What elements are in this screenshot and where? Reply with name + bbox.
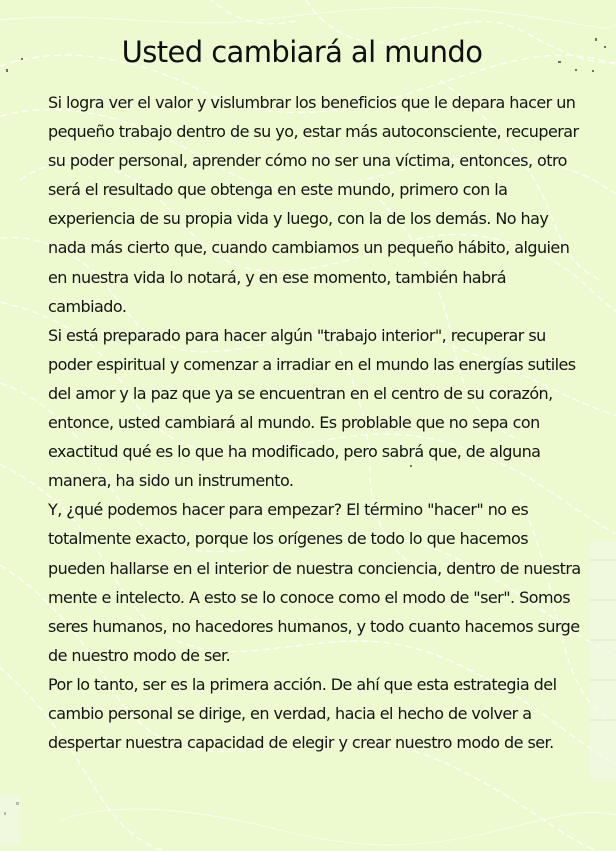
paragraph-3: Y, ¿qué podemos hacer para empezar? El término "hacer" no es totalmente exacto, porque los orígenes de todo lo que hacemos pueden hallarse en el interior de nuestra conciencia, dentro de nuestra mente e intelecto. A esto se lo conoce como el modo de "ser". Somos seres humanos, no hacedores humanos, y todo cuanto hacemos surge de nuestro modo de ser. xyxy=(48,500,581,665)
paragraph-4: Por lo tanto, ser es la primera acción. De ahí que esta estrategia del cambio personal se dirige, en verdad, hacia el hecho de volver a despertar nuestra capacidad de elegir y crear nuestro modo de ser. xyxy=(48,674,557,753)
document-title: Usted cambiará al mundo xyxy=(121,35,483,69)
paragraph-2: Si está preparado para hacer algún "trabajo interior", recuperar su poder espiritual y comenzar a irradiar en el mundo las energías sutiles del amor y la paz que ya se encuentran en el centro de su corazón, entonce, usted cambiará al mundo. Es problable que no sepa con exactitud qué es lo que ha modificado, pero sabrá que, de alguna manera, ha sido un instrumento. xyxy=(48,325,576,491)
document-body xyxy=(48,88,588,757)
paragraph-1: Si logra ver el valor y vislumbrar los beneficios que le depara hacer un pequeño trabajo dentro de su yo, estar más autoconsciente, recuperar su poder personal, aprender cómo no ser una víctima, entonces, otro será el resultado que obtenga en este mundo, primero con la experiencia de su propia vida y luego, con la de los demás. No hay nada más cierto que, cuando cambiamos un pequeño hábito, alguien en nuestra vida lo notará, y en ese momento, también habrá cambiado. xyxy=(48,93,579,316)
